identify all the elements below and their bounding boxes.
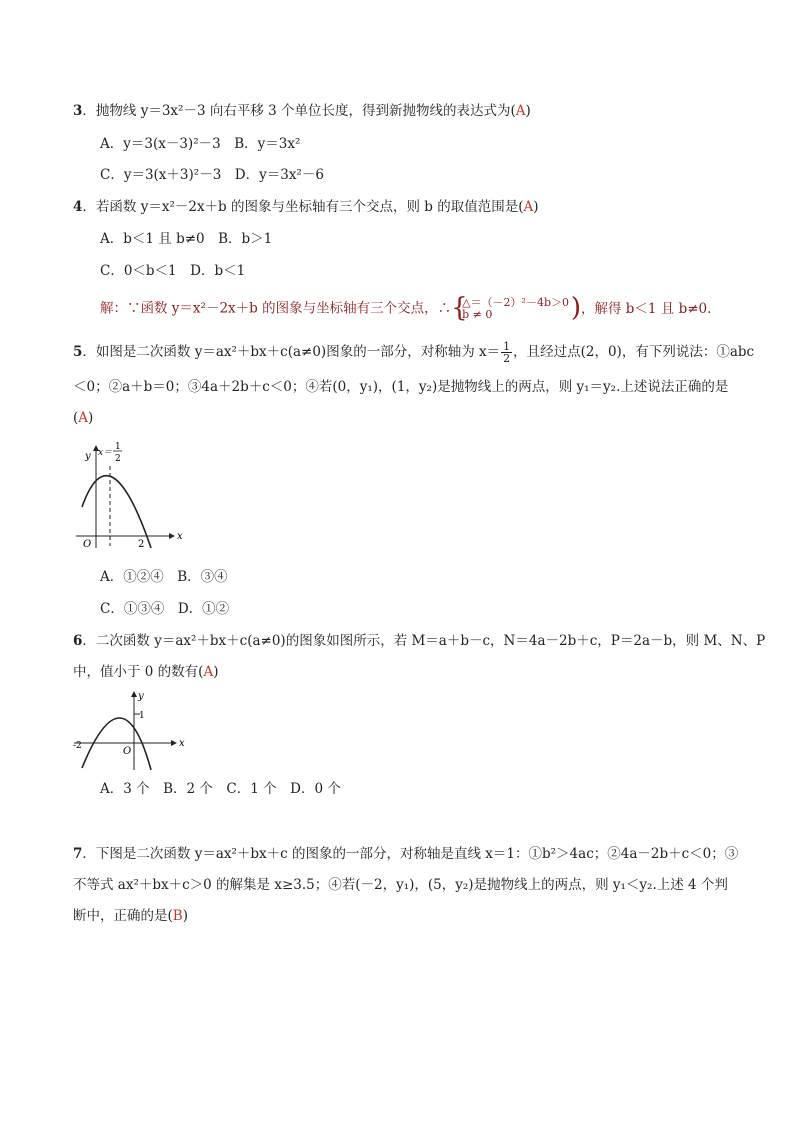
answer-letter: A — [515, 103, 526, 119]
q5-options-row-2: C．①③④ D．①② — [100, 601, 230, 617]
symmetry-axis-label: x＝ — [98, 448, 113, 458]
answer-letter: B — [172, 908, 183, 924]
question-stem: ．下图是二次函数 y＝ax²＋bx＋c 的图象的一部分，对称轴是直线 x＝1：①b²＞4ac；②4a－2b＋c＜0；③ — [82, 846, 739, 862]
question-5-line-2: ＜0；②a＋b＝0；③4a＋2b＋c＜0；④若(0，y₁)，(1，y₂)是抛物线上的两点，则 y₁＝y₂.上述说法正确的是 — [73, 379, 729, 395]
parabola-curve — [82, 476, 151, 548]
question-6-line-2 — [73, 662, 754, 682]
question-5-line-3 — [73, 408, 754, 428]
fraction-denominator: 2 — [503, 352, 511, 365]
paren-close: ) — [88, 410, 94, 426]
solution-conclusion: ，解得 b＜1 且 b≠0. — [581, 300, 712, 317]
answer-letter: A — [78, 410, 89, 426]
question-number: 5 — [73, 344, 83, 360]
y-axis-label: y — [85, 451, 91, 462]
question-3 — [73, 101, 754, 121]
x-axis-label: x — [179, 738, 185, 749]
question-stem-cont: 断中，正确的是( — [73, 908, 173, 924]
q4-options-row-2: C．0＜b＜1 D．b＜1 — [100, 263, 246, 279]
paren-close: ) — [213, 664, 219, 680]
solution-system: { △＝（－2）²－4b＞0 b ≠ 0 ) — [451, 293, 581, 323]
q5-parabola-graph — [70, 440, 185, 552]
q3-options-row-2: C．y＝3(x＋3)²－3 D．y＝3x²－6 — [100, 167, 324, 183]
q6-options: A．3 个 B．2 个 C．1 个 D．0 个 — [100, 781, 341, 797]
question-stem: ．抛物线 y＝3x²－3 向右平移 3 个单位长度，得到新抛物线的表达式为( — [82, 103, 516, 119]
paren-close: ) — [525, 103, 531, 119]
paren-open: ( — [73, 410, 79, 426]
question-stem: ．若函数 y＝x²－2x＋b 的图象与坐标轴有三个交点，则 b 的取值范围是( — [82, 199, 524, 215]
x-axis-label: x — [177, 531, 183, 542]
tick-label-2: 2 — [138, 539, 145, 550]
question-7-line-2: 不等式 ax²＋bx＋c＞0 的解集是 x≥3.5；④若(－2，y₁)，(5，y₂)是抛物线上的两点，则 y₁＜y₂.上述 4 个判 — [73, 877, 728, 893]
answer-letter: A — [203, 664, 214, 680]
q4-solution — [100, 293, 712, 323]
fraction-numerator: 1 — [503, 340, 511, 353]
question-5 — [73, 341, 754, 364]
q4-options-row-1: A．b＜1 且 b≠0 B．b＞1 — [100, 231, 273, 247]
q6-parabola-graph — [70, 688, 185, 773]
question-7 — [73, 844, 754, 864]
fraction-one-half — [501, 341, 512, 364]
tick-label-neg-2: -2 — [73, 741, 82, 751]
q5-options-row-1: A．①②④ B．③④ — [100, 569, 228, 585]
symmetry-frac-num: 1 — [115, 442, 121, 452]
question-4 — [73, 197, 754, 217]
y-axis-label: y — [138, 691, 144, 702]
question-stem-cont: ，且经过点(2，0)，有下列说法：①abc — [513, 344, 755, 360]
question-stem-cont: 中，值小于 0 的数有( — [73, 664, 204, 680]
system-row-2: b ≠ 0 — [462, 308, 493, 321]
parabola-curve — [82, 718, 151, 770]
paren-close: ) — [182, 908, 188, 924]
question-stem: ．二次函数 y＝ax²＋bx＋c(a≠0)的图象如图所示，若 M＝a＋b－c，N＝4a－2b＋c，P＝2a－b，则 M、N、P — [82, 633, 766, 649]
q3-options-row-1: A．y＝3(x－3)²－3 B．y＝3x² — [100, 136, 301, 152]
question-number: 7 — [73, 846, 83, 862]
paren-close: ) — [533, 199, 539, 215]
solution-text: 解：∵函数 y＝x²－2x＋b 的图象与坐标轴有三个交点，∴ — [100, 300, 452, 317]
answer-letter: A — [523, 199, 534, 215]
question-6 — [73, 631, 766, 651]
question-number: 6 — [73, 633, 83, 649]
question-7-line-3 — [73, 906, 754, 926]
tick-label-1: 1 — [139, 711, 145, 721]
question-stem: ．如图是二次函数 y＝ax²＋bx＋c(a≠0)图象的一部分，对称轴为 x＝ — [82, 344, 501, 360]
question-number: 4 — [73, 199, 83, 215]
origin-label: O — [123, 746, 132, 757]
question-number: 3 — [73, 103, 83, 119]
symmetry-frac-den: 2 — [115, 454, 121, 464]
system-row-1: △＝（－2）²－4b＞0 — [462, 296, 569, 309]
origin-label: O — [83, 539, 92, 550]
